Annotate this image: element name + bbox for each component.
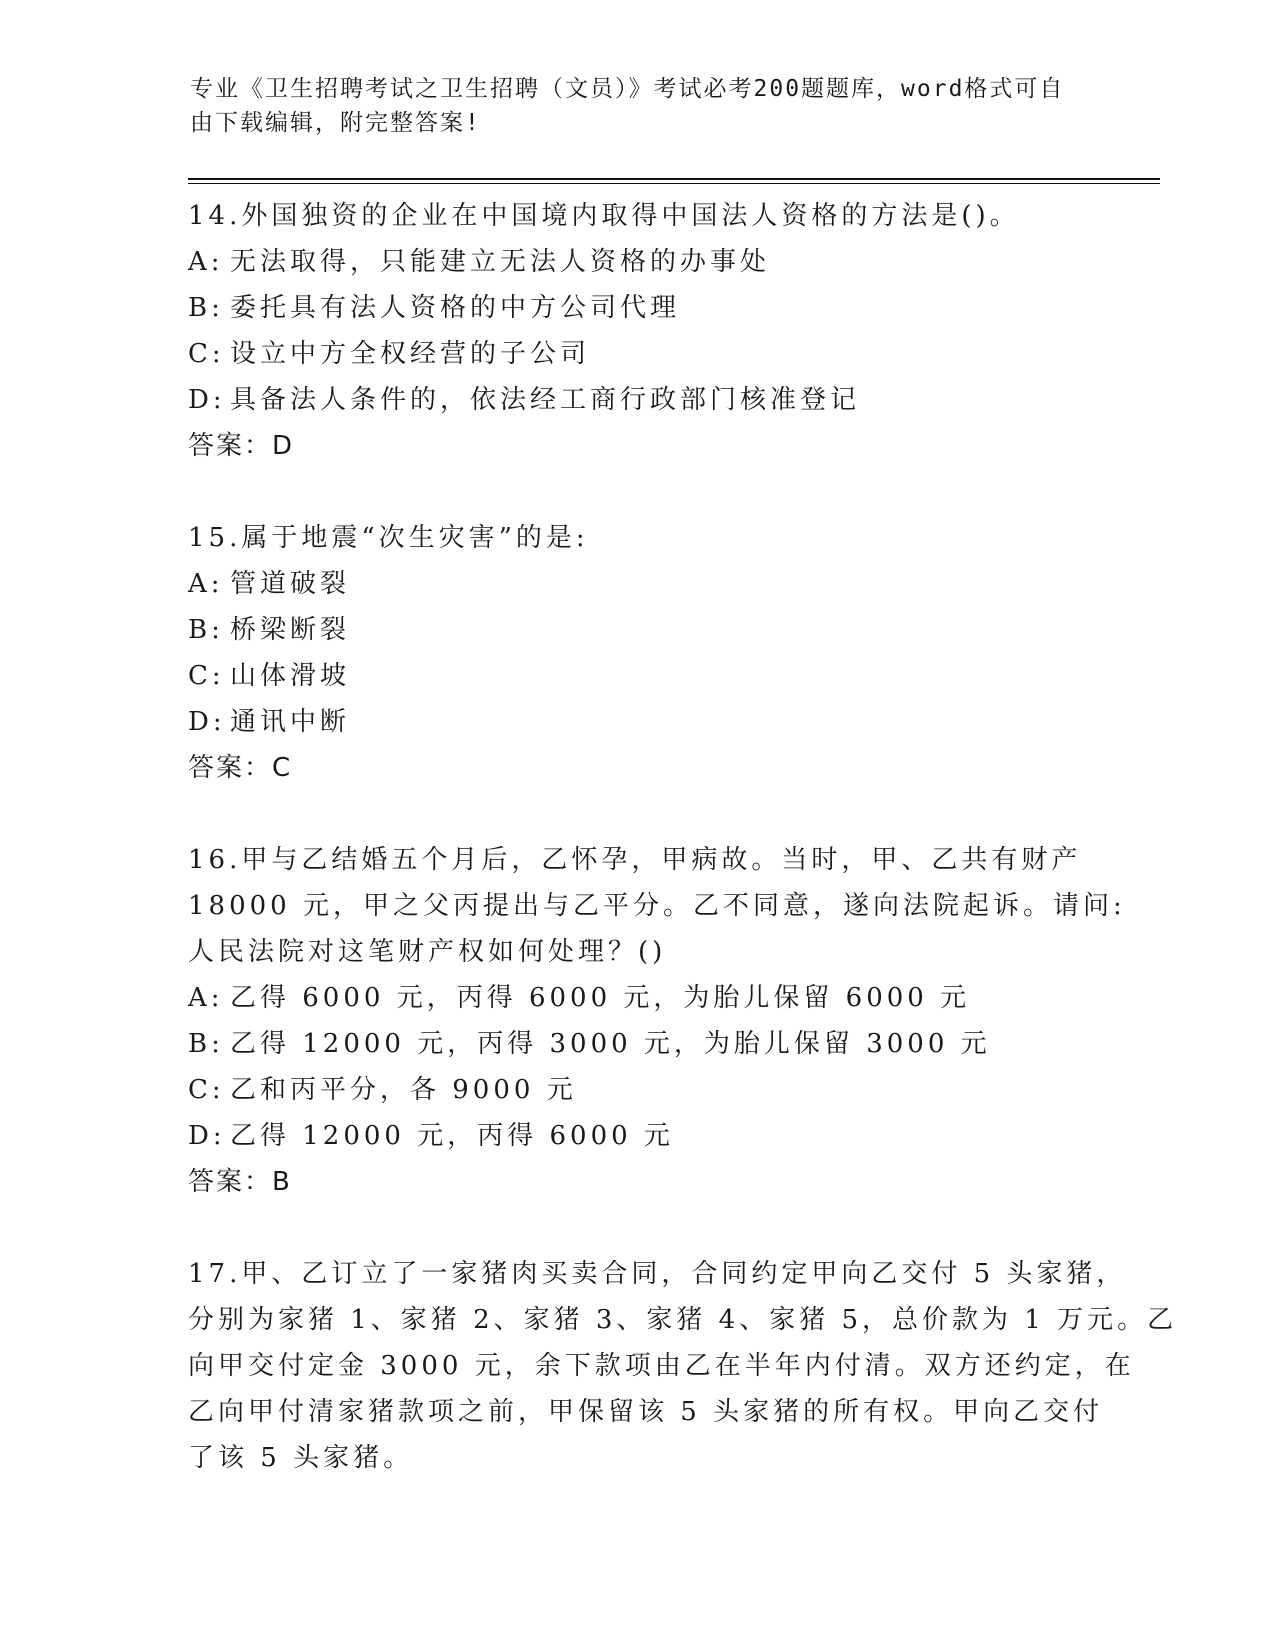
option-text: 乙得 12000 元，丙得 3000 元，为胎儿保留 3000 元 (230, 1029, 991, 1059)
option-d (188, 699, 1088, 745)
question-stem-line: 乙向甲付清家猪款项之前，甲保留该 5 头家猪的所有权。甲向乙交付 (188, 1397, 1104, 1427)
option-text: 具备法人条件的，依法经工商行政部门核准登记 (230, 385, 861, 415)
answer-label: 答案：B (188, 1167, 292, 1197)
question-stem-line: 人民法院对这笔财产权如何处理？() (188, 937, 667, 967)
question-stem-line: 向甲交付定金 3000 元，余下款项由乙在半年内付清。双方还约定，在 (188, 1351, 1135, 1381)
option-a (188, 561, 1088, 607)
option-text: 设立中方全权经营的子公司 (230, 339, 591, 369)
document-header (190, 72, 1090, 140)
option-letter: A: (188, 983, 224, 1013)
header-divider-bottom (188, 183, 1160, 184)
question-14 (188, 193, 1088, 469)
option-c (188, 331, 1088, 377)
header-divider-top (188, 178, 1160, 180)
option-letter: A: (188, 569, 224, 599)
option-text: 无法取得，只能建立无法人资格的办事处 (230, 247, 771, 277)
question-spacer (188, 791, 1088, 837)
option-a (188, 975, 1088, 1021)
question-stem-line: 了该 5 头家猪。 (188, 1443, 414, 1473)
option-letter: B: (188, 1029, 224, 1059)
option-text: 管道破裂 (230, 569, 351, 599)
option-letter: B: (188, 615, 224, 645)
option-letter: D: (188, 707, 226, 737)
question-stem-line: 分别为家猪 1、家猪 2、家猪 3、家猪 4、家猪 5，总价款为 1 万元。乙 (188, 1305, 1178, 1335)
option-b (188, 285, 1088, 331)
option-letter: D: (188, 1121, 226, 1151)
option-b (188, 607, 1088, 653)
option-letter: B: (188, 293, 224, 323)
option-letter: A: (188, 247, 224, 277)
answer-label: 答案：C (188, 753, 293, 783)
option-text: 桥梁断裂 (230, 615, 351, 645)
option-letter: C: (188, 1075, 225, 1105)
answer-label: 答案：D (188, 431, 295, 461)
question-stem: 15.属于地震“次生灾害”的是: (188, 523, 589, 553)
question-stem: 14.外国独资的企业在中国境内取得中国法人资格的方法是()。 (188, 201, 1020, 231)
option-b (188, 1021, 1088, 1067)
option-letter: C: (188, 661, 225, 691)
option-text: 乙得 6000 元，丙得 6000 元，为胎儿保留 6000 元 (230, 983, 971, 1013)
option-d (188, 377, 1088, 423)
option-text: 乙和丙平分，各 9000 元 (230, 1075, 577, 1105)
option-letter: C: (188, 339, 225, 369)
header-line-2: 由下载编辑，附完整答案! (190, 110, 481, 136)
header-line-1: 专业《卫生招聘考试之卫生招聘（文员）》考试必考200题题库，word格式可自 (190, 76, 1065, 102)
question-16 (188, 837, 1126, 1205)
option-c (188, 653, 1088, 699)
question-spacer (188, 1205, 1088, 1251)
option-text: 山体滑坡 (230, 661, 351, 691)
question-17 (188, 1251, 1178, 1481)
question-stem-line: 18000 元，甲之父丙提出与乙平分。乙不同意，遂向法院起诉。请问: (188, 891, 1126, 921)
option-a (188, 239, 1088, 285)
option-c (188, 1067, 1088, 1113)
option-text: 通讯中断 (230, 707, 351, 737)
question-list (188, 193, 1178, 1481)
option-text: 委托具有法人资格的中方公司代理 (230, 293, 681, 323)
option-letter: D: (188, 385, 226, 415)
question-stem-line: 17.甲、乙订立了一家猪肉买卖合同，合同约定甲向乙交付 5 头家猪， (188, 1259, 1127, 1289)
question-stem-line: 16.甲与乙结婚五个月后，乙怀孕，甲病故。当时，甲、乙共有财产 (188, 845, 1082, 875)
question-15 (188, 515, 1088, 791)
option-text: 乙得 12000 元，丙得 6000 元 (230, 1121, 674, 1151)
question-spacer (188, 469, 1088, 515)
option-d (188, 1113, 1088, 1159)
